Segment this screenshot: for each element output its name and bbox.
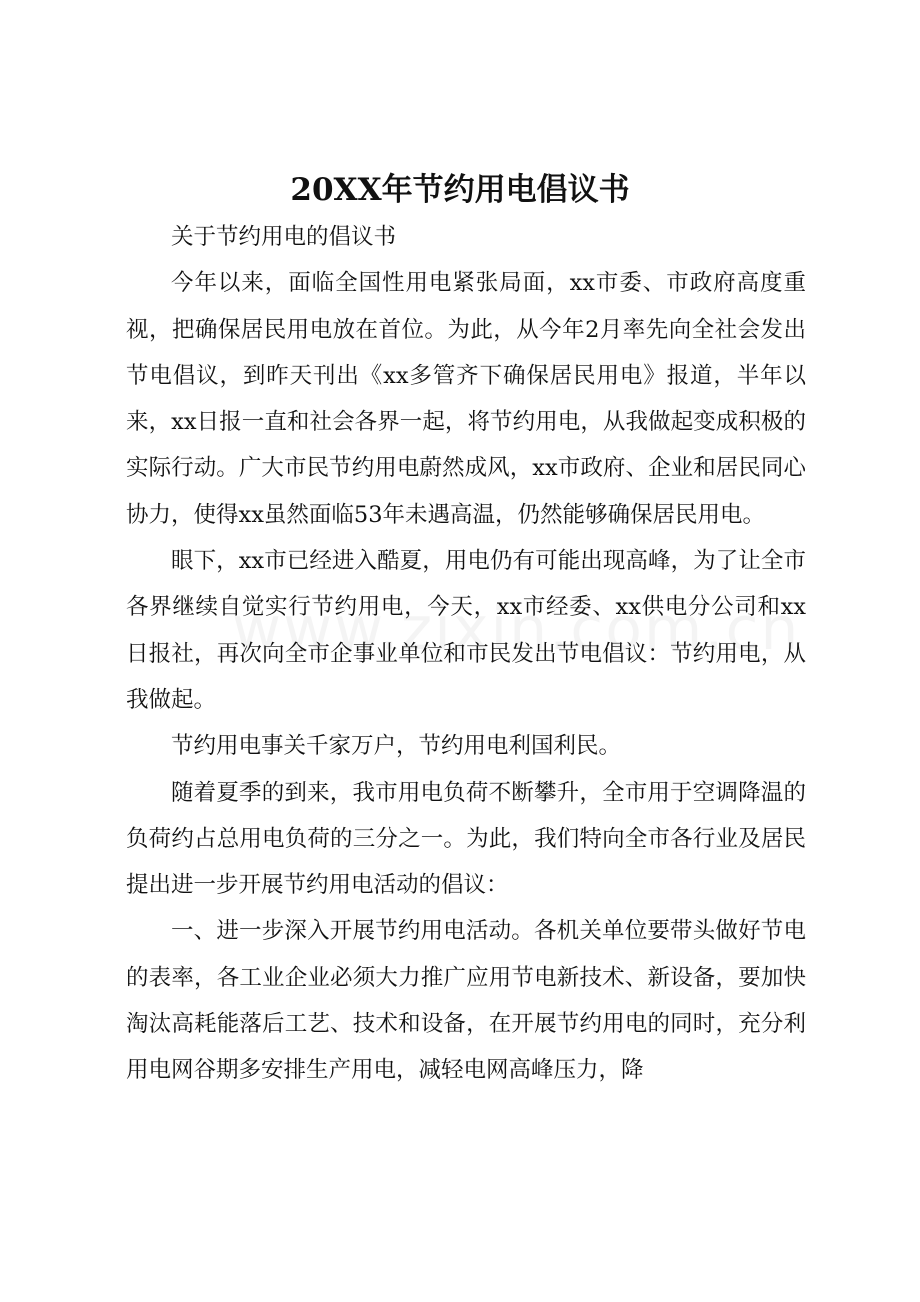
document-body — [126, 214, 806, 1094]
paragraph: 一、进一步深入开展节约用电活动。各机关单位要带头做好节电的表率，各工业企业必须大力推广应用节电新技术、新设备，要加快淘汰高耗能落后工艺、技术和设备，在开展节约用电的同时，充分利用电网谷期多安排生产用电，减轻电网高峰压力，降 — [126, 918, 806, 1084]
paragraph-subtitle: 关于节约用电的倡议书 — [171, 224, 397, 250]
paragraph: 节约用电事关千家万户，节约用电利国利民。 — [171, 733, 622, 760]
document-title: 20XX年节约用电倡议书 — [290, 172, 630, 208]
paragraph: 眼下，xx市已经进入酷夏，用电仍有可能出现高峰，为了让全市各界继续自觉实行节约用电，今天，xx市经委、xx供电分公司和xx日报社，再次向全市企事业单位和市民发出节电倡议：节约用电，从我做起。 — [126, 548, 806, 713]
paragraph: 今年以来，面临全国性用电紧张局面，xx市委、市政府高度重视，把确保居民用电放在首位。为此，从今年2月率先向全社会发出节电倡议，到昨天刊出《xx多管齐下确保居民用电》报道，半年以来，xx日报一直和社会各界一起，将节约用电，从我做起变成积极的实际行动。广大市民节约用电蔚然成风，xx市政府、企业和居民同心协力，使得xx虽然面临53年未遇高温，仍然能够确保居民用电。 — [126, 270, 806, 528]
paragraph: 随着夏季的到来，我市用电负荷不断攀升，全市用于空调降温的负荷约占总用电负荷的三分之一。为此，我们特向全市各行业及居民提出进一步开展节约用电活动的倡议： — [126, 779, 806, 899]
